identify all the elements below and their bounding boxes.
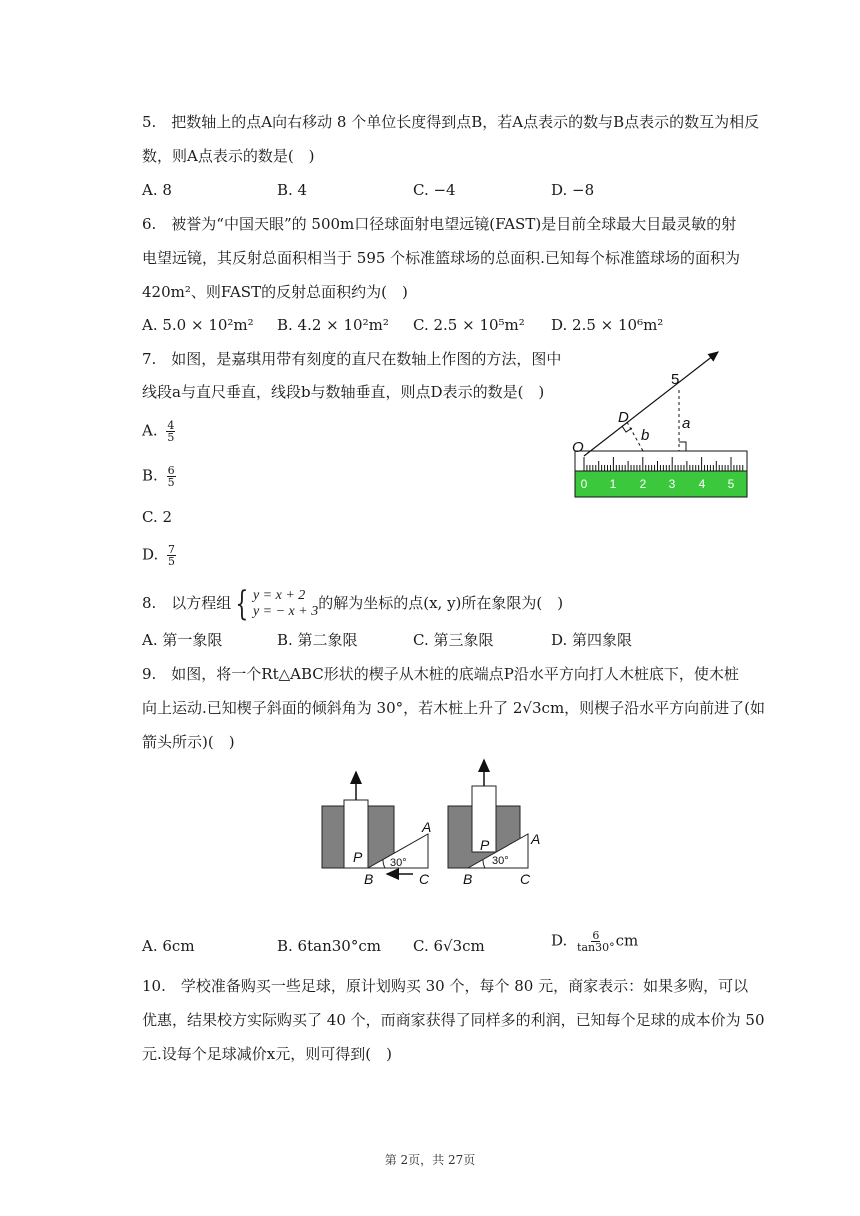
tick-label-5: 5 (727, 477, 735, 491)
fraction: $\frac{4}{5}$ (167, 419, 175, 444)
label-5: 5 (671, 371, 680, 388)
q6-option-a: A. 5.0 × 10²m² (142, 316, 254, 334)
tick-label-2: 2 (639, 477, 647, 491)
tick-label-0: 0 (580, 477, 588, 491)
slanted-ruler-line (584, 352, 718, 456)
q5-option-b: B. 4 (277, 181, 308, 199)
q9-line1: 9. 如图，将一个Rt△ABC形状的楔子从木桩的底端点P沿水平方向打人木桩底下，使木桩 (142, 665, 739, 683)
q8-line: 8. 以方程组 { y = x + 2 y = − x + 3 的解为坐标的点(x, y)所在象限为( ) (142, 584, 564, 624)
q7-option-b: B. $\frac{6}{5}$ (142, 464, 175, 489)
tick-label-1: 1 (609, 477, 617, 491)
q6-line1: 6. 被誉为“中国天眼”的 500m口径球面射电望远镜(FAST)是目前全球最大目最灵敏的射 (142, 215, 737, 233)
q6-option-d: D. 2.5 × 10⁶m² (551, 316, 664, 334)
q9-option-b: B. 6tan30°cm (277, 937, 381, 955)
right-angle-mark-a (679, 442, 686, 451)
svg-text:30°: 30° (390, 857, 407, 869)
equation-system: { y = x + 2 y = − x + 3 (235, 584, 319, 624)
label-D: D (618, 409, 629, 426)
q6-option-c: C. 2.5 × 10⁵m² (413, 316, 525, 334)
q9-option-c: C. 6√3cm (413, 937, 485, 955)
q6-option-b: B. 4.2 × 10²m² (277, 316, 389, 334)
svg-text:A: A (422, 819, 432, 835)
q6-line3: 420m²、则FAST的反射总面积约为( ) (142, 283, 408, 301)
label-a: a (682, 415, 691, 432)
q7-option-d: D. $\frac{7}{5}$ (142, 543, 176, 568)
q9-line3: 箭头所示)( ) (142, 733, 235, 751)
fraction: $\frac{6}{\tan 30^\circ}$ (577, 929, 615, 954)
right-angle-mark-d (622, 426, 632, 432)
label-O: O (572, 439, 584, 456)
q5-line1: 5. 把数轴上的点A向右移动 8 个单位长度得到点B，若A点表示的数与B点表示的数互为相反 (142, 113, 760, 131)
q7-option-c: C. 2 (142, 508, 173, 526)
q9-wedge-figure (315, 758, 551, 888)
svg-text:C: C (520, 871, 531, 887)
svg-text:30°: 30° (492, 855, 509, 867)
q10-line1: 10. 学校准备购买一些足球，原计划购买 30 个，每个 80 元，商家表示：如果多购，可以 (142, 977, 749, 995)
q6-line2: 电望远镜，其反射总面积相当于 595 个标准篮球场的总面积.已知每个标准篮球场的面积为 (142, 249, 740, 267)
tick-label-3: 3 (668, 477, 676, 491)
page-footer: 第 2页，共 27页 (384, 1153, 476, 1167)
q9-option-d: D. $\frac{6}{\tan 30^\circ}$ cm (551, 929, 639, 954)
q7-ruler-figure (572, 348, 752, 500)
svg-text:P: P (480, 837, 490, 853)
fraction: $\frac{7}{5}$ (168, 543, 176, 568)
q7-option-a: A. $\frac{4}{5}$ (142, 419, 175, 444)
q5-option-c: C. −4 (413, 181, 456, 199)
q9-option-a: A. 6cm (142, 937, 195, 955)
q10-line2: 优惠，结果校方实际购买了 40 个，而商家获得了同样多的利润，已知每个足球的成本价为 50 (142, 1011, 765, 1029)
q5-line2: 数，则A点表示的数是( ) (142, 147, 315, 165)
q5-option-a: A. 8 (142, 181, 172, 199)
fraction: $\frac{6}{5}$ (167, 464, 175, 489)
q7-line1: 7. 如图，是嘉琪用带有刻度的直尺在数轴上作图的方法，图中 (142, 350, 562, 368)
svg-text:A: A (531, 831, 541, 847)
q8-option-a: A. 第一象限 (142, 631, 223, 649)
q8-option-c: C. 第三象限 (413, 631, 494, 649)
q8-option-b: B. 第二象限 (277, 631, 358, 649)
svg-text:B: B (364, 871, 374, 887)
q9-line2: 向上运动.已知楔子斜面的倾斜角为 30°，若木桩上升了 2√3cm，则楔子沿水平方向前进了(如 (142, 699, 766, 717)
tick-label-4: 4 (698, 477, 706, 491)
label-b: b (641, 427, 650, 444)
svg-text:P: P (353, 849, 363, 865)
ruler-top (575, 451, 747, 471)
q10-line3: 元.设每个足球减价x元，则可得到( ) (142, 1045, 392, 1063)
q5-option-d: D. −8 (551, 181, 595, 199)
q8-option-d: D. 第四象限 (551, 631, 633, 649)
svg-text:C: C (419, 871, 430, 887)
svg-text:B: B (463, 871, 473, 887)
q7-line2: 线段a与直尺垂直，线段b与数轴垂直，则点D表示的数是( ) (142, 383, 545, 401)
